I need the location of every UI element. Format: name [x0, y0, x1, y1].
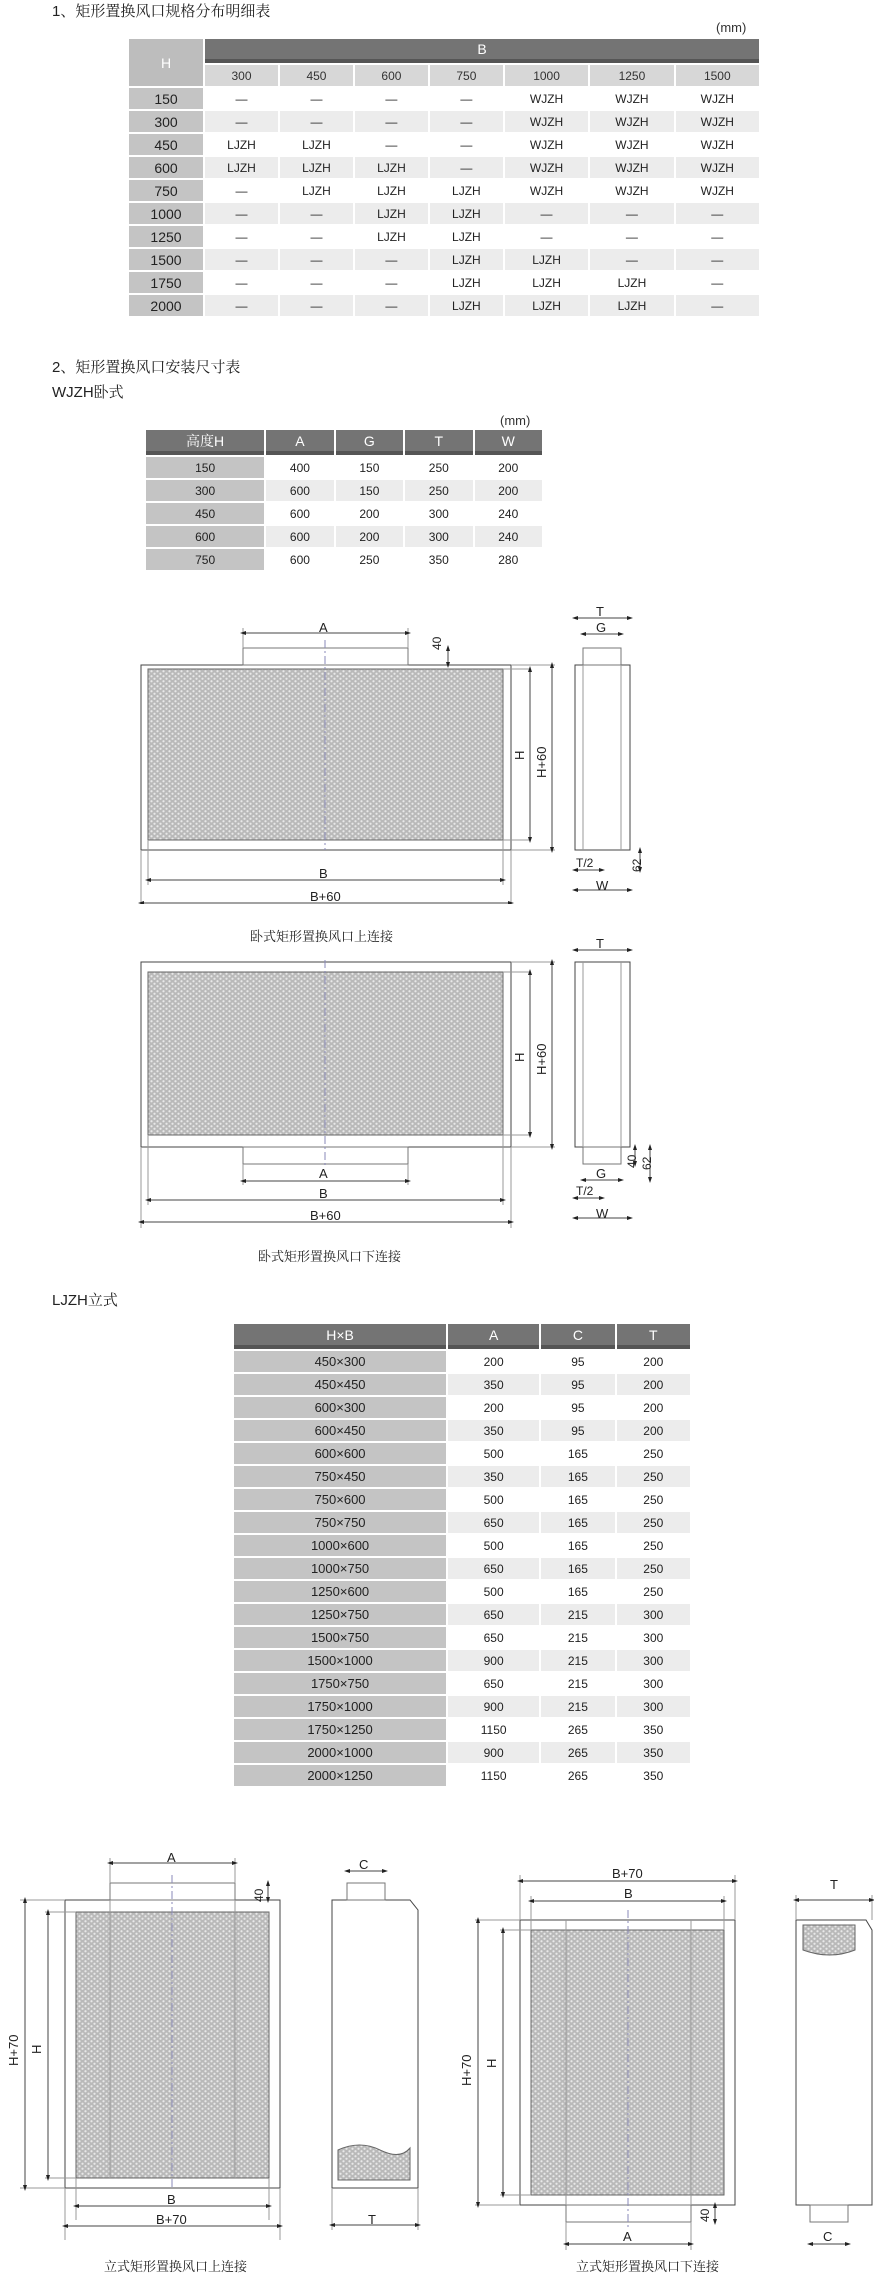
b-value-header: 1250 [590, 65, 673, 86]
side-view-collar [583, 1147, 621, 1164]
section1-unit: (mm) [716, 20, 747, 35]
table-cell: 165 [541, 1512, 614, 1533]
table-row [234, 1351, 690, 1372]
side-view-collar [583, 648, 621, 665]
table-row [129, 88, 759, 109]
label-40: 40 [430, 636, 444, 650]
table-cell: LJZH [355, 203, 428, 224]
table-cell: 1750×750 [234, 1673, 446, 1694]
table-cell: 600×300 [234, 1397, 446, 1418]
table-cell: 600 [266, 549, 333, 570]
table-cell: 1150 [448, 1765, 539, 1786]
table-cell: 650 [448, 1558, 539, 1579]
label-g: G [596, 1166, 607, 1181]
table-cell: 265 [541, 1765, 614, 1786]
table-cell: 400 [266, 457, 333, 478]
label-a: A [319, 620, 328, 635]
label-t: T [596, 936, 604, 951]
table-cell: — [280, 111, 353, 132]
table-row [234, 1512, 690, 1533]
table-cell: 300 [405, 503, 472, 524]
table-cell: LJZH [505, 295, 588, 316]
table-cell: — [430, 111, 503, 132]
table-cell: — [280, 203, 353, 224]
ljzh-top-caption: 立式矩形置换风口上连接 [104, 2259, 248, 2274]
table-cell: 1150 [448, 1719, 539, 1740]
table-row [234, 1719, 690, 1740]
table-row [129, 295, 759, 316]
table-cell: 200 [475, 457, 542, 478]
table-cell: WJZH [676, 134, 759, 155]
table-cell: LJZH [505, 249, 588, 270]
table-cell: 600 [266, 480, 333, 501]
table-cell: — [355, 272, 428, 293]
table-cell: — [280, 226, 353, 247]
label-62: 62 [640, 1156, 654, 1170]
table-cell: 900 [448, 1696, 539, 1717]
table-cell: 300 [617, 1604, 690, 1625]
table-cell: — [676, 272, 759, 293]
table-cell: 95 [541, 1374, 614, 1395]
table-cell: 215 [541, 1673, 614, 1694]
label-b: B [319, 1186, 328, 1201]
table-cell: WJZH [676, 111, 759, 132]
table-cell: 450×300 [234, 1351, 446, 1372]
table-cell: 1000×600 [234, 1535, 446, 1556]
table-cell: 215 [541, 1696, 614, 1717]
table-cell: 240 [475, 526, 542, 547]
table-cell: WJZH [590, 88, 673, 109]
table-cell: 1750×1250 [234, 1719, 446, 1740]
table-cell: LJZH [430, 272, 503, 293]
table-cell: WJZH [505, 88, 588, 109]
table-cell: 1250×600 [234, 1581, 446, 1602]
table-cell: 215 [541, 1650, 614, 1671]
table-cell: — [280, 272, 353, 293]
ljzh-bottom-connection-drawing [460, 1860, 874, 2260]
table-cell: 165 [541, 1535, 614, 1556]
table-cell: LJZH [505, 272, 588, 293]
table-cell: 500 [448, 1535, 539, 1556]
table-cell: — [205, 249, 278, 270]
table-cell: LJZH [205, 157, 278, 178]
table-cell: 250 [617, 1512, 690, 1533]
table-row [234, 1627, 690, 1648]
table-row [234, 1489, 690, 1510]
table-cell: 250 [405, 457, 472, 478]
table-cell: 300 [617, 1650, 690, 1671]
table-cell: 165 [541, 1466, 614, 1487]
label-40: 40 [252, 1888, 266, 1902]
wjzh-top-caption: 卧式矩形置换风口上连接 [250, 929, 394, 944]
label-t: T [830, 1877, 838, 1892]
table-cell: WJZH [676, 180, 759, 201]
h-value-header: 1500 [129, 249, 203, 270]
table-row [129, 203, 759, 224]
table-row [146, 457, 542, 478]
table-cell: LJZH [590, 272, 673, 293]
column-header: T [617, 1324, 690, 1349]
table-cell: LJZH [430, 226, 503, 247]
table-cell: 650 [448, 1673, 539, 1694]
table-cell: 2000×1000 [234, 1742, 446, 1763]
spec-distribution-table [127, 37, 761, 318]
table-row [234, 1673, 690, 1694]
table-cell: WJZH [590, 157, 673, 178]
table-cell: 350 [448, 1420, 539, 1441]
table-cell: LJZH [430, 295, 503, 316]
table-row [234, 1443, 690, 1464]
table-cell: 150 [336, 457, 403, 478]
table-cell: — [280, 249, 353, 270]
table-row [234, 1466, 690, 1487]
section2-title: 2、矩形置换风口安装尺寸表 [52, 359, 241, 376]
table-cell: WJZH [676, 157, 759, 178]
table-cell: 350 [617, 1742, 690, 1763]
table-row [129, 180, 759, 201]
table-cell: 250 [336, 549, 403, 570]
table-cell: 250 [617, 1489, 690, 1510]
table-cell: LJZH [355, 157, 428, 178]
table-cell: LJZH [280, 134, 353, 155]
table-cell: 600×600 [234, 1443, 446, 1464]
label-a: A [319, 1166, 328, 1181]
section1-title: 1、矩形置换风口规格分布明细表 [52, 3, 271, 20]
table-cell: 600 [266, 503, 333, 524]
label-40: 40 [625, 1154, 639, 1168]
table-cell: 750×450 [234, 1466, 446, 1487]
table-cell: 300 [146, 480, 264, 501]
label-t: T [596, 604, 604, 619]
table-cell: 215 [541, 1627, 614, 1648]
table-cell: 265 [541, 1742, 614, 1763]
h-value-header: 1250 [129, 226, 203, 247]
table-cell: 650 [448, 1604, 539, 1625]
table-cell: 95 [541, 1397, 614, 1418]
table-cell: 350 [617, 1719, 690, 1740]
table-row [129, 111, 759, 132]
table-cell: LJZH [430, 180, 503, 201]
table-row [234, 1558, 690, 1579]
table-row [129, 226, 759, 247]
table-cell: — [205, 180, 278, 201]
section2-unit: (mm) [500, 413, 531, 428]
h-value-header: 1000 [129, 203, 203, 224]
ljzh-subtitle: LJZH立式 [52, 1292, 118, 1309]
table-cell: 350 [448, 1374, 539, 1395]
label-40: 40 [698, 2208, 712, 2222]
table-row [234, 1765, 690, 1786]
table-cell: — [205, 272, 278, 293]
column-header: H×B [234, 1324, 446, 1349]
table-cell: 350 [448, 1466, 539, 1487]
side-view-body [332, 1900, 418, 2188]
table-cell: — [430, 88, 503, 109]
table-cell: 350 [617, 1765, 690, 1786]
table-cell: LJZH [430, 249, 503, 270]
column-header: G [336, 430, 403, 455]
h-value-header: 300 [129, 111, 203, 132]
table-row [146, 526, 542, 547]
label-c: C [359, 1857, 369, 1872]
table-row [234, 1374, 690, 1395]
column-header: A [266, 430, 333, 455]
table-cell: 200 [336, 503, 403, 524]
table-cell: 350 [405, 549, 472, 570]
table-row [129, 272, 759, 293]
label-g: G [596, 620, 607, 635]
table-cell: — [590, 226, 673, 247]
table-row [234, 1535, 690, 1556]
label-b70: B+70 [156, 2212, 187, 2227]
table-row [146, 503, 542, 524]
table-cell: — [676, 249, 759, 270]
table-cell: — [430, 134, 503, 155]
table-row [234, 1397, 690, 1418]
table-cell: 450 [146, 503, 264, 524]
label-h: H [29, 2044, 44, 2054]
b-value-header: 1500 [676, 65, 759, 86]
table-cell: — [505, 226, 588, 247]
table-cell: 95 [541, 1420, 614, 1441]
table-cell: WJZH [505, 111, 588, 132]
table-cell: WJZH [505, 134, 588, 155]
table-cell: WJZH [590, 134, 673, 155]
table-cell: 500 [448, 1443, 539, 1464]
h-value-header: 1750 [129, 272, 203, 293]
table-cell: 300 [405, 526, 472, 547]
wjzh-install-table [144, 428, 544, 572]
table-cell: 1500×750 [234, 1627, 446, 1648]
label-h60: H+60 [534, 746, 549, 778]
table-cell: 900 [448, 1650, 539, 1671]
label-b: B [319, 866, 328, 881]
table-cell: 215 [541, 1604, 614, 1625]
table-row [146, 549, 542, 570]
table-cell: LJZH [430, 203, 503, 224]
table-cell: 165 [541, 1443, 614, 1464]
column-header: C [541, 1324, 614, 1349]
column-header: 高度H [146, 430, 264, 455]
table-cell: 150 [336, 480, 403, 501]
table-cell: 600 [146, 526, 264, 547]
table-row [129, 157, 759, 178]
table-cell: 165 [541, 1581, 614, 1602]
table-cell: 200 [617, 1397, 690, 1418]
table-cell: — [355, 249, 428, 270]
h-value-header: 150 [129, 88, 203, 109]
label-h: H [512, 1052, 527, 1062]
b-header: B [205, 39, 759, 63]
label-62: 62 [630, 858, 644, 872]
table-cell: 265 [541, 1719, 614, 1740]
table-cell: 150 [146, 457, 264, 478]
wjzh-subtitle: WJZH卧式 [52, 384, 124, 401]
label-b: B [624, 1886, 633, 1901]
table-cell: — [280, 88, 353, 109]
side-view-grille [338, 2145, 410, 2180]
table-row [234, 1420, 690, 1441]
table-cell: — [430, 157, 503, 178]
table-cell: 95 [541, 1351, 614, 1372]
table-cell: LJZH [355, 180, 428, 201]
table-cell: 1250×750 [234, 1604, 446, 1625]
table-row [234, 1650, 690, 1671]
table-cell: LJZH [280, 157, 353, 178]
table-cell: 450×450 [234, 1374, 446, 1395]
table-cell: 200 [336, 526, 403, 547]
b-value-header: 750 [430, 65, 503, 86]
column-header: T [405, 430, 472, 455]
table-cell: — [590, 249, 673, 270]
table-cell: 650 [448, 1627, 539, 1648]
label-h: H [484, 2058, 499, 2068]
table-cell: 750×750 [234, 1512, 446, 1533]
table-row [146, 480, 542, 501]
label-w: W [596, 1206, 609, 1221]
label-h70: H+70 [6, 2034, 21, 2066]
label-a: A [167, 1850, 176, 1865]
table-cell: WJZH [676, 88, 759, 109]
table-cell: 500 [448, 1489, 539, 1510]
table-cell: 1500×1000 [234, 1650, 446, 1671]
table-cell: 200 [448, 1397, 539, 1418]
table-cell: — [590, 203, 673, 224]
table-cell: 1000×750 [234, 1558, 446, 1579]
table-cell: 240 [475, 503, 542, 524]
table-cell: 600 [266, 526, 333, 547]
b-value-header: 300 [205, 65, 278, 86]
table-cell: — [355, 111, 428, 132]
table-cell: WJZH [505, 180, 588, 201]
label-h60: H+60 [534, 1043, 549, 1075]
table-cell: 250 [405, 480, 472, 501]
table-cell: 250 [617, 1466, 690, 1487]
table-cell: — [355, 88, 428, 109]
table-cell: 280 [475, 549, 542, 570]
table-row [234, 1696, 690, 1717]
table-cell: — [205, 203, 278, 224]
table-cell: — [205, 111, 278, 132]
table-cell: — [205, 226, 278, 247]
table-cell: 500 [448, 1581, 539, 1602]
table-cell: 250 [617, 1558, 690, 1579]
table-cell: 1750×1000 [234, 1696, 446, 1717]
corner-h-header: H [129, 39, 203, 86]
label-h: H [512, 750, 527, 760]
ljzh-bottom-caption: 立式矩形置换风口下连接 [576, 2259, 720, 2274]
table-cell: — [676, 203, 759, 224]
table-cell: 250 [617, 1581, 690, 1602]
column-header: W [475, 430, 542, 455]
side-view-collar [347, 1883, 385, 1900]
table-cell: WJZH [590, 180, 673, 201]
label-b60: B+60 [310, 889, 341, 904]
b-value-header: 450 [280, 65, 353, 86]
table-cell: 300 [617, 1696, 690, 1717]
table-row [129, 134, 759, 155]
table-cell: 300 [617, 1673, 690, 1694]
table-cell: 300 [617, 1627, 690, 1648]
label-b60: B+60 [310, 1208, 341, 1223]
table-cell: 200 [448, 1351, 539, 1372]
table-cell: LJZH [205, 134, 278, 155]
h-value-header: 600 [129, 157, 203, 178]
table-cell: WJZH [590, 111, 673, 132]
label-b70: B+70 [612, 1866, 643, 1881]
table-cell: — [205, 295, 278, 316]
table-cell: — [676, 226, 759, 247]
table-cell: 2000×1250 [234, 1765, 446, 1786]
column-header: A [448, 1324, 539, 1349]
b-value-header: 1000 [505, 65, 588, 86]
wjzh-bottom-caption: 卧式矩形置换风口下连接 [258, 1249, 402, 1264]
label-b: B [167, 2192, 176, 2207]
label-h70: H+70 [459, 2054, 474, 2086]
table-cell: LJZH [590, 295, 673, 316]
table-cell: 250 [617, 1443, 690, 1464]
b-value-header: 600 [355, 65, 428, 86]
table-cell: LJZH [355, 226, 428, 247]
label-w: W [596, 878, 609, 893]
table-cell: 600×450 [234, 1420, 446, 1441]
table-cell: 750×600 [234, 1489, 446, 1510]
h-value-header: 750 [129, 180, 203, 201]
table-cell: 650 [448, 1512, 539, 1533]
table-cell: 900 [448, 1742, 539, 1763]
table-cell: 750 [146, 549, 264, 570]
label-t: T [368, 2212, 376, 2227]
label-t2: T/2 [576, 856, 594, 870]
side-view-collar [810, 2205, 848, 2222]
table-cell: 200 [617, 1420, 690, 1441]
table-cell: — [205, 88, 278, 109]
table-cell: — [355, 295, 428, 316]
table-cell: 200 [617, 1351, 690, 1372]
table-cell: — [505, 203, 588, 224]
ljzh-install-table [232, 1322, 692, 1788]
table-cell: — [355, 134, 428, 155]
side-view-body [796, 1920, 872, 2205]
table-cell: 250 [617, 1535, 690, 1556]
label-t2: T/2 [576, 1184, 594, 1198]
table-cell: — [676, 295, 759, 316]
table-cell: WJZH [505, 157, 588, 178]
side-view-grille [803, 1925, 855, 1955]
table-cell: 200 [617, 1374, 690, 1395]
table-row [129, 249, 759, 270]
wjzh-bottom-connection-drawing [130, 935, 690, 1235]
table-cell: 165 [541, 1558, 614, 1579]
table-row [234, 1581, 690, 1602]
label-a: A [623, 2229, 632, 2244]
label-c: C [823, 2229, 833, 2244]
h-value-header: 450 [129, 134, 203, 155]
wjzh-top-connection-drawing [130, 604, 690, 904]
table-row [234, 1604, 690, 1625]
h-value-header: 2000 [129, 295, 203, 316]
table-row [234, 1742, 690, 1763]
table-cell: 200 [475, 480, 542, 501]
table-cell: LJZH [280, 180, 353, 201]
ljzh-top-connection-drawing [0, 1835, 440, 2255]
table-cell: — [280, 295, 353, 316]
table-cell: 165 [541, 1489, 614, 1510]
